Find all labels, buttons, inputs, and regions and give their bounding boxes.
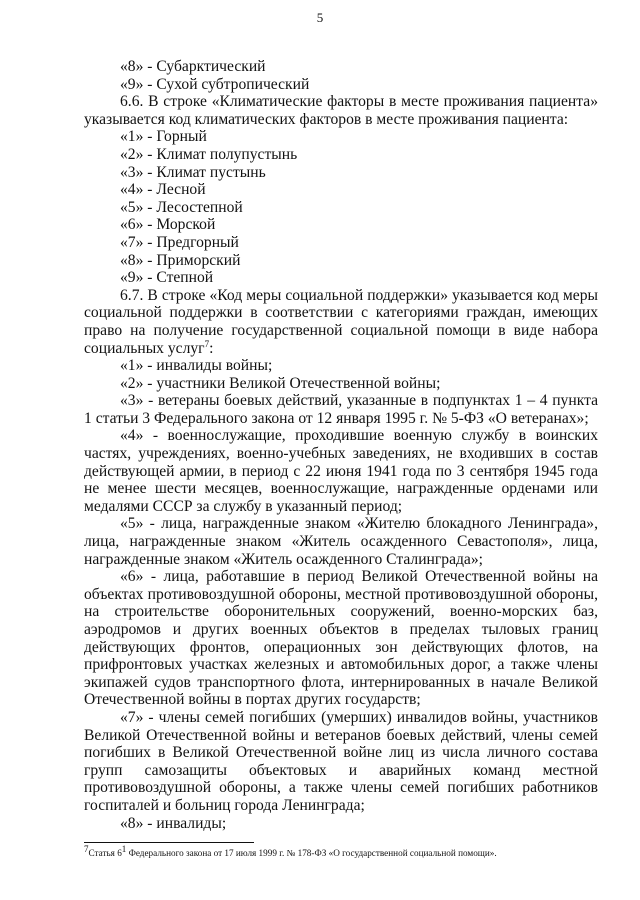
paragraph — [84, 287, 598, 357]
paragraph-text: «8» - Приморский — [120, 251, 241, 269]
paragraph-text: «4» - Лесной — [120, 181, 206, 199]
paragraph — [84, 93, 598, 128]
paragraph-text: «3» - ветераны боевых действий, указанные в подпунктах 1 – 4 пункта 1 статьи 3 Федерального закона от 12 января 1995 г. № 5-ФЗ «О ветеранах»; — [84, 392, 598, 427]
paragraph-text-tail: : — [209, 339, 214, 357]
list-item — [84, 252, 598, 270]
paragraph-text: «1» - Горный — [120, 128, 207, 146]
paragraph-text: «7» - члены семей погибших (умерших) инвалидов войны, участников Великой Отечественной войны и ветеранов боевых действий, члены семей погибших в Великой Отечественной войне лиц из числа личного состава групп самозащиты объектовых и аварийных команд местной противовоздушной обороны, а также члены семей погибших работников госпиталей и больниц города Ленинграда; — [84, 708, 598, 814]
footnote-article-superscript: 1 — [121, 843, 127, 854]
paragraph-text: «9» - Сухой субтропический — [120, 75, 310, 93]
list-item — [84, 269, 598, 287]
footnote-text-tail: Федерального закона от 17 июля 1999 г. № 178-ФЗ «О государственной социальной помощи». — [126, 848, 497, 858]
list-item — [84, 76, 598, 94]
list-item — [84, 234, 598, 252]
paragraph-text: «1» - инвалиды войны; — [120, 357, 273, 375]
footnote — [84, 843, 598, 859]
list-item — [84, 164, 598, 182]
footnote-text: Статья 6 — [88, 848, 122, 858]
list-item — [84, 815, 598, 833]
list-item — [84, 146, 598, 164]
list-item — [84, 216, 598, 234]
paragraph — [84, 427, 598, 515]
document-body — [84, 58, 598, 832]
paragraph-text: «2» - Климат полупустынь — [120, 145, 298, 163]
paragraph-text: «5» - Лесостепной — [120, 198, 243, 216]
paragraph — [84, 568, 598, 709]
list-item — [84, 128, 598, 146]
footnote-divider — [84, 842, 254, 843]
paragraph-text: 6.6. В строке «Климатические факторы в месте проживания пациента» указывается код климатических факторов в месте проживания пациента: — [84, 93, 598, 128]
paragraph-text: «7» - Предгорный — [120, 233, 239, 251]
paragraph-text: «2» - участники Великой Отечественной войны; — [120, 374, 441, 392]
list-item — [84, 375, 598, 393]
paragraph-text: «8» - инвалиды; — [120, 814, 227, 832]
paragraph-text: «8» - Субарктический — [120, 58, 266, 75]
list-item — [84, 199, 598, 217]
list-item — [84, 181, 598, 199]
footnote-reference: 7 — [204, 338, 210, 349]
page-number: 5 — [316, 10, 324, 25]
paragraph-text: 6.7. В строке «Код меры социальной поддержки» указывается код меры социальной поддержки в соответствии с категориями граждан, имеющих право на получение государственной социальной помощи в виде набора социальных услуг — [84, 286, 598, 357]
paragraph-text: «6» - Морской — [120, 216, 216, 234]
paragraph-text: «6» - лица, работавшие в период Великой Отечественной войны на объектах противовоздушной обороны, местной противовоздушной обороны, на строительстве оборонительных сооружений, военно-морских баз, аэродромов и других военных объектов в пределах тыловых границ действующих фронтов, операционных зон действующих флотов, на прифронтовых участках железных и автомобильных дорог, а также члены экипажей судов транспортного флота, интернированных в начале Великой Отечественной войны в портах других государств; — [84, 568, 598, 709]
list-item — [84, 357, 598, 375]
paragraph-text: «5» - лица, награжденные знаком «Жителю блокадного Ленинграда», лица, награжденные знаком «Житель осажденного Севастополя», лица, награжденные знаком «Житель осажденного Сталинграда»; — [84, 515, 598, 568]
paragraph-text: «3» - Климат пустынь — [120, 163, 266, 181]
paragraph-text: «4» - военнослужащие, проходившие военную службу в воинских частях, учреждениях, военно-учебных заведениях, не входивших в состав действующей армии, в период с 22 июня 1941 года по 3 сентября 1945 года не менее шести месяцев, военнослужащие, награжденные орденами или медалями СССР за службу в указанный период; — [84, 427, 598, 515]
paragraph — [84, 709, 598, 815]
paragraph-text: «9» - Степной — [120, 269, 214, 287]
paragraph — [84, 392, 598, 427]
list-item — [84, 58, 598, 76]
paragraph — [84, 515, 598, 568]
footnote-marker: 7 — [84, 843, 89, 854]
